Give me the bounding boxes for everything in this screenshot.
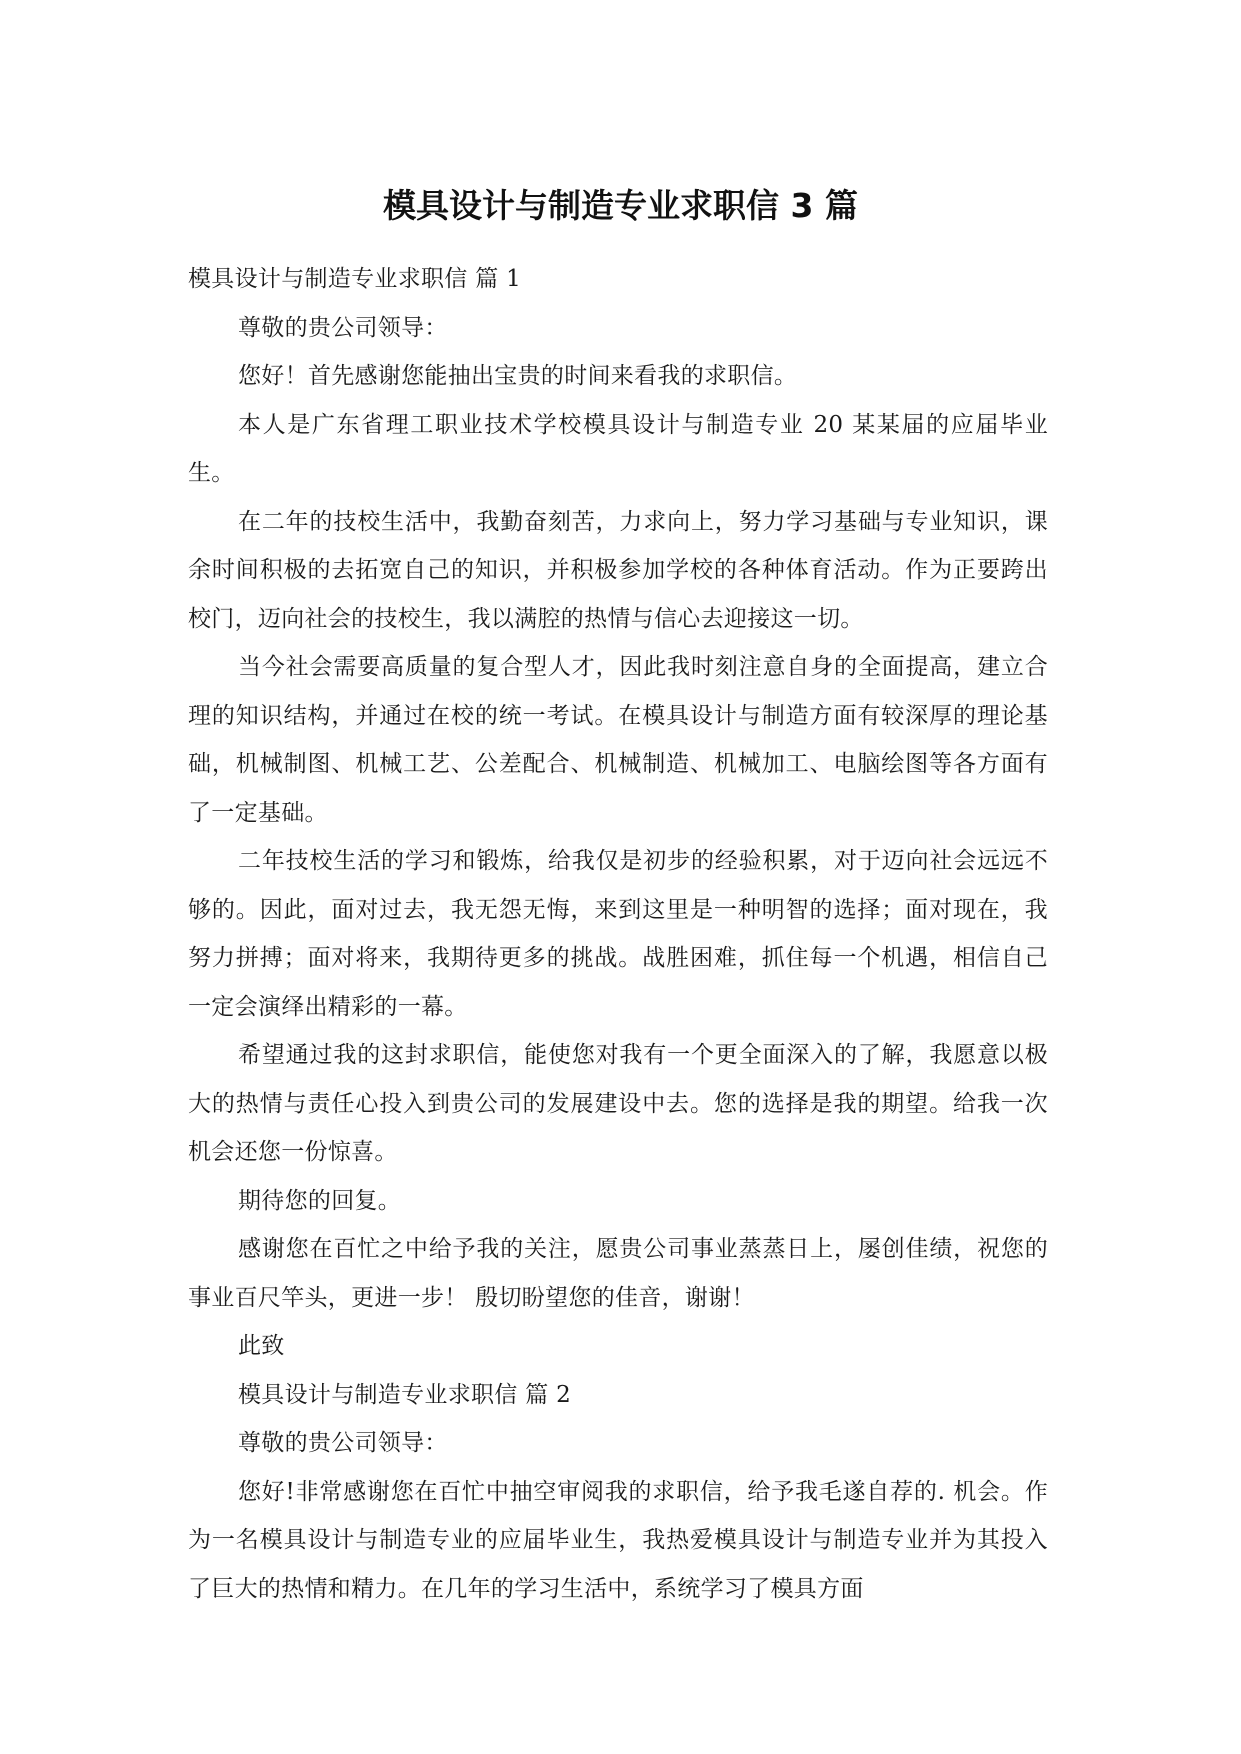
document-body [188, 255, 1048, 1613]
paragraph-experience: 二年技校生活的学习和锻炼，给我仅是初步的经验积累，对于迈向社会远远不够的。因此，面对过去，我无怨无悔，来到这里是一种明智的选择；面对现在，我努力拼搏；面对将来，我期待更多的挑战。战胜困难，抓住每一个机遇，相信自己一定会演绎出精彩的一幕。 [188, 848, 1048, 1020]
paragraph-school-life: 在二年的技校生活中，我勤奋刻苦，力求向上，努力学习基础与专业知识，课余时间积极的去拓宽自己的知识，并积极参加学校的各种体育活动。作为正要跨出校门，迈向社会的技校生，我以满腔的热情与信心去迎接这一切。 [188, 508, 1048, 632]
document-title: 模具设计与制造专业求职信 3 篇 [383, 186, 858, 225]
paragraph-thanks: 感谢您在百忙之中给予我的关注，愿贵公司事业蒸蒸日上，屡创佳绩，祝您的事业百尺竿头，更进一步！ 殷切盼望您的佳音，谢谢！ [188, 1236, 1048, 1311]
section-heading-2: 模具设计与制造专业求职信 篇 2 [238, 1381, 572, 1408]
paragraph-await-reply: 期待您的回复。 [238, 1187, 402, 1214]
closing-regards: 此致 [238, 1333, 285, 1359]
paragraph-knowledge: 当今社会需要高质量的复合型人才，因此我时刻注意自身的全面提高，建立合理的知识结构，并通过在校的统一考试。在模具设计与制造方面有较深厚的理论基础，机械制图、机械工艺、公差配合、机械制造、机械加工、电脑绘图等各方面有了一定基础。 [188, 654, 1048, 826]
paragraph-greeting-2: 您好!非常感谢您在百忙中抽空审阅我的求职信，给予我毛遂自荐的. 机会。作为一名模具设计与制造专业的应届毕业生，我热爱模具设计与制造专业并为其投入了巨大的热情和精力。在几年的学习生活中，系统学习了模具方面 [188, 1478, 1048, 1602]
salutation-2: 尊敬的贵公司领导： [238, 1430, 448, 1456]
salutation-1: 尊敬的贵公司领导： [238, 314, 448, 341]
paragraph-introduction: 本人是广东省理工职业技术学校模具设计与制造专业 20 某某届的应届毕业生。 [188, 411, 1048, 486]
paragraph-greeting-1: 您好！首先感谢您能抽出宝贵的时间来看我的求职信。 [238, 363, 798, 389]
section-heading-1: 模具设计与制造专业求职信 篇 1 [188, 266, 522, 292]
paragraph-hope: 希望通过我的这封求职信，能使您对我有一个更全面深入的了解，我愿意以极大的热情与责任心投入到贵公司的发展建设中去。您的选择是我的期望。给我一次机会还您一份惊喜。 [188, 1042, 1048, 1165]
